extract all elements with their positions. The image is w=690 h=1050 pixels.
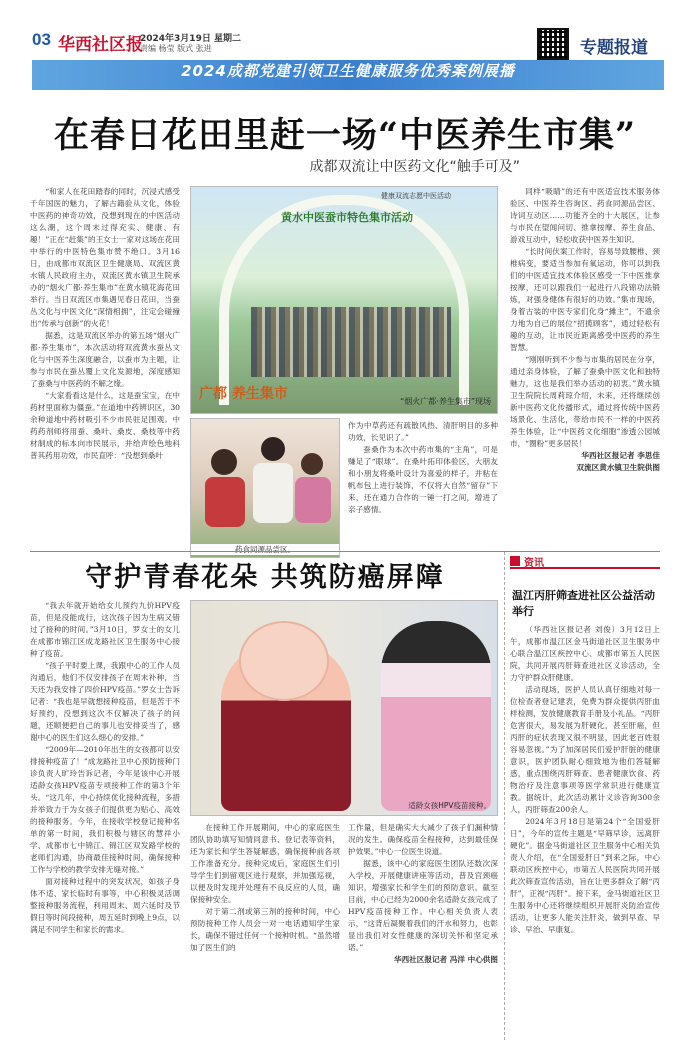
editors-line: 责编 杨莹 版式 张进 xyxy=(140,44,212,53)
paragraph: 作为中草药还有疏散风热、清肝明目的多种功效，长见识了。” xyxy=(348,421,498,442)
page-number: 03 xyxy=(32,30,51,49)
paragraph: 2024年3月18日是第24个“全国爱肝日”，今年的宣传主题是“早筛早诊，远离肝硬化”。据金马街道社区卫生服务中心相关负责人介绍，在“全国爱肝日”到来之际，中心联动区疾控中心，市第五人民医院共同开展此次筛查宣传活动，旨在让更多群众了解“丙肝”，正视“丙肝”。接下来，金马街道社区卫生服务中心还将继续组织开展肝炎防治宣传活动，让更多人能关注肝炎，做到早查、早诊、早治、早康复。 xyxy=(510,817,660,934)
section-divider xyxy=(30,551,660,552)
photo-corner-text: 广都 养生集市 xyxy=(199,386,288,402)
photo-market-entrance xyxy=(190,186,498,414)
paragraph: “孩子平时要上课，我跟中心的工作人员沟通后，他们不仅安排孩子在周末补种，当天还为我安排了四价HPV疫苗。”罗女士告诉记者：“我也是早就想接种疫苗，但是苦于不好预约，没想到这次不仅解决了孩子的问题，还顺便把自己的事儿也安排妥当了，感谢中心的医生们这么细心的安排。” xyxy=(30,661,180,742)
paragraph: 工作量，但是确实大大减少了孩子们漏种情况的发生。确保疫苗全程接种，达到最佳保护效果。”中心一位医生说道。 xyxy=(348,823,498,856)
story1-column-1 xyxy=(30,186,180,548)
paragraph: 在接种工作开展期间，中心的家庭医生团队协助填写知情同意书、登记表等资料，还为家长和学生答疑解惑，确保接种前各项工作准备充分。接种完成后，家庭医生们引导学生们到留观区进行观察，并加强巡视，以便及时发现并处理有不良反应的人员，确保接种安全。 xyxy=(190,823,340,904)
masthead xyxy=(0,0,690,58)
story2-column-2 xyxy=(190,822,340,1044)
banner-text: 2024成都党建引领卫生健康服务优秀案例展播 xyxy=(181,62,515,80)
brief-title: 温江丙肝筛查进社区公益活动举行 xyxy=(512,589,655,618)
paragraph: 据悉，该中心的家庭医生团队还数次深入学校，开展健康讲座等活动，普及宫颈癌知识，增强家长和学生们的预防意识。截至目前，中心已经为2000余名适龄女孩完成了HPV疫苗接种工作。中心相关负责人表示，“这背后凝聚着我们的汗水和努力，也彰显出我们对女性健康的深切关怀和坚定承诺。” xyxy=(348,859,498,952)
newspaper-name: 华西社区报 xyxy=(58,35,143,55)
story2-column-1 xyxy=(30,600,180,1044)
paragraph: 据悉，这是双流区举办的第五场“烟火广都·养生集市”，本次活动将双流黄水蚕丛文化与中医养生深度融合，以蚕市为主题，让参与市民在蚕丛覆上文化发源地，深度感知了蚕桑与中医药的不解之缘。 xyxy=(30,331,180,388)
photo-caption: 适龄女孩HPV疫苗接种。 xyxy=(408,801,491,810)
paragraph: 蚕桑作为本次中药市集的“主角”，可是赚足了“眼球”。在桑叶拓印体验区，大朋友和小朋友将桑叶设计为喜爱的样子，并粘在帆布包上进行装饰，不仅将大自然“留存”下来，还在通力合作的一锤一打之间，增进了亲子感情。 xyxy=(348,445,498,514)
photo-vaccination xyxy=(190,600,498,816)
paragraph: “刚刚听到不少参与市集的居民在分享，通过亲身体验，了解了蚕桑中医文化和独特魅力，这也是我们举办活动的初衷。”黄水镇卫生院院长周莉琼介绍，未来，还将继续创新中医药文化传播形式，通过将传统中医药场景化、生活化，带给市民不一样的中医药养生体验，让“中医药文化细胞”渗透公园城市，“圈粉”更多居民！ xyxy=(510,355,660,448)
person-head xyxy=(211,449,237,475)
photo-caption: “烟火广都·养生集市”现场 xyxy=(400,397,491,406)
person-head xyxy=(261,437,285,461)
story1-column-2 xyxy=(348,420,498,548)
photo-crowd xyxy=(251,307,451,377)
paragraph: 同样“吸睛”的还有中医适宜技术服务体验区、中医养生咨询区、药食同源品尝区、诗词互动区……功能齐全的十大展区，让参与市民在望闻问切、推拿按摩、养生食品、游戏互动中，轻松收获中医养生知识。 xyxy=(510,187,660,244)
paragraph: “2009年—2010年出生的女孩都可以安排接种疫苗了！”成龙路社卫中心预防接种门诊负责人旷玲告诉记者，今年是该中心开展适龄女孩HPV疫苗专项接种工作的第3个年头。“这几年，中心持续优化接种流程，多措并举致力于为女孩子们提供更为贴心、高效的接种服务。今年，在接收学校登记接种名单的第一时间，我们积极与辖区的慧祥小学、成都市七中锦江、锦江区双发路学校的老师们沟通，协商最佳接种时间，确保接种工作与学校的教学安排无缝对接。” xyxy=(30,745,180,874)
photo-nurse xyxy=(381,621,491,811)
column-divider xyxy=(504,552,505,1040)
photo-tasting-area xyxy=(190,418,340,558)
photo-girl-face-sticker xyxy=(239,621,329,701)
person-body xyxy=(295,477,331,523)
banner xyxy=(32,60,664,90)
story2-title: 守护青春花朵 共筑防癌屏障 xyxy=(85,562,445,593)
qr-code-icon xyxy=(537,28,569,60)
photo-sign-text: 黄水中医蚕市特色集市活动 xyxy=(281,211,413,224)
story1-column-3 xyxy=(510,186,660,548)
date-line: 2024年3月19日 星期二 xyxy=(140,34,241,44)
paragraph: 面对接种过程中的突发状况，如孩子身体不适、家长临时有事等，中心积极灵活调整接种服务流程，利用周末、周六延时及节假日等时间段接种，周五延时到晚上9点，以满足不同学生和家长的需求。 xyxy=(30,877,180,934)
story1-subtitle: 成都双流让中医药文化“触手可及” xyxy=(309,159,520,175)
byline-reporter: 华西社区报记者 李思佳 xyxy=(581,451,660,460)
person-head xyxy=(301,453,323,475)
byline-photo: 双流区黄水镇卫生院供图 xyxy=(576,463,660,472)
story1-title: 在春日花田里赶一场“中医养生市集” xyxy=(53,115,637,156)
story2-column-3 xyxy=(348,822,498,1044)
byline-reporter: 华西社区报记者 冯洋 中心供图 xyxy=(393,955,498,964)
news-tag-label: 资讯 xyxy=(524,558,544,569)
tag-square-icon xyxy=(510,556,520,566)
photo-sign-top: 健康双流志愿中医活动 xyxy=(381,192,451,200)
brief-body xyxy=(510,624,660,1044)
person-body xyxy=(253,463,293,523)
paragraph: （华西社区报记者 刘俊）3月12日上午，成都市温江区金马街道社区卫生服务中心联合温江区疾控中心、成都市第五人民医院，共同开展丙肝筛查进社区义诊活动，全力守护群众肝健康。 xyxy=(510,625,660,682)
person-body xyxy=(205,477,245,527)
news-tag xyxy=(510,555,660,569)
paragraph: 对于第二剂或第三剂的接种时间，中心预防接种工作人员会一对一电话通知学生家长，确保不错过任何一个接种时机。“虽然增加了医生们的 xyxy=(190,907,340,952)
paragraph: “大家看看这是什么，这是蚕宝宝，在中药材里面称为僵蚕。”在道地中药辨识区，30余种道地中药材吸引不少市民驻足围观。中药药剂师将用蚕、桑叶、桑皮、桑枝等中药材制成的标本向市民展示，并给声绘色地科普其药用功效，市民直呼：“没想到桑叶 xyxy=(30,391,180,460)
photo-caption: 药食同源品尝区。 xyxy=(191,544,339,555)
section-label: 专题报道 xyxy=(580,38,648,58)
paragraph: “长时间伏案工作时，容易导致腰椎、颈椎病变，要适当参加有氧运动，你可以到我们的中医适宜技术体验区感受一下中医推拿按摩，还可以跟我们一起进行八段锦功法锻炼，对强身健体有很好的功效。”集市现场，身着古装的中医专家们化身“摊主”，不遗余力地为自己的展位“招揽顾客”，通过轻松有趣的互动，让市民近距离感受中医药的养生智慧。 xyxy=(510,247,660,352)
paragraph: “和家人在花田踏春的同时，沉浸式感受千年国医的魅力，了解古籍验从文化，体验中医药的神奇功效，没想到现在的中医活动这么潮，这个周末过得充实、健康、有趣！”正在“赶集”的王女士一家对这场在花田中举行的中医特色集市赞不绝口。3月16日，由成都市双流区卫生健康局、双流区黄水镇人民政府主办，双流区黄水镇卫生院承办的“烟火广都·养生集市”在黄水镇花海花田举行。当日双流区市集遇见春日花田，当蚕丛文化与中医文化“深情相拥”，注定会碰撞出“传承与创新”的火花！ xyxy=(30,187,180,328)
paragraph: 活动现场，医护人员认真仔细地对每一位检查者登记建表，免费为群众提供丙肝血样检测，发放健康教育手册及小礼品。“丙肝危害很大，易发展为肝硬化，甚至肝癌，但丙肝的症状表现又很不明显，因此老百姓很容易忽视。”为了加深居民们爱护肝脏的健康意识，医护团队耐心细致地为他们答疑解惑，重点围绕丙肝筛查、患者健康饮食、药物治疗及注意事项等医学常识进行健康宣教。据统计，此次活动累计义诊咨询300余人，丙肝筛查200余人。 xyxy=(510,685,660,814)
paragraph: “我去年就开始给女儿预约九价HPV疫苗，但是没能成行，这次孩子因为生病又错过了接种的时间。”3月10日，罗女士的女儿在成都市锦江区成龙路社区卫生服务中心接种了疫苗。 xyxy=(30,601,180,658)
